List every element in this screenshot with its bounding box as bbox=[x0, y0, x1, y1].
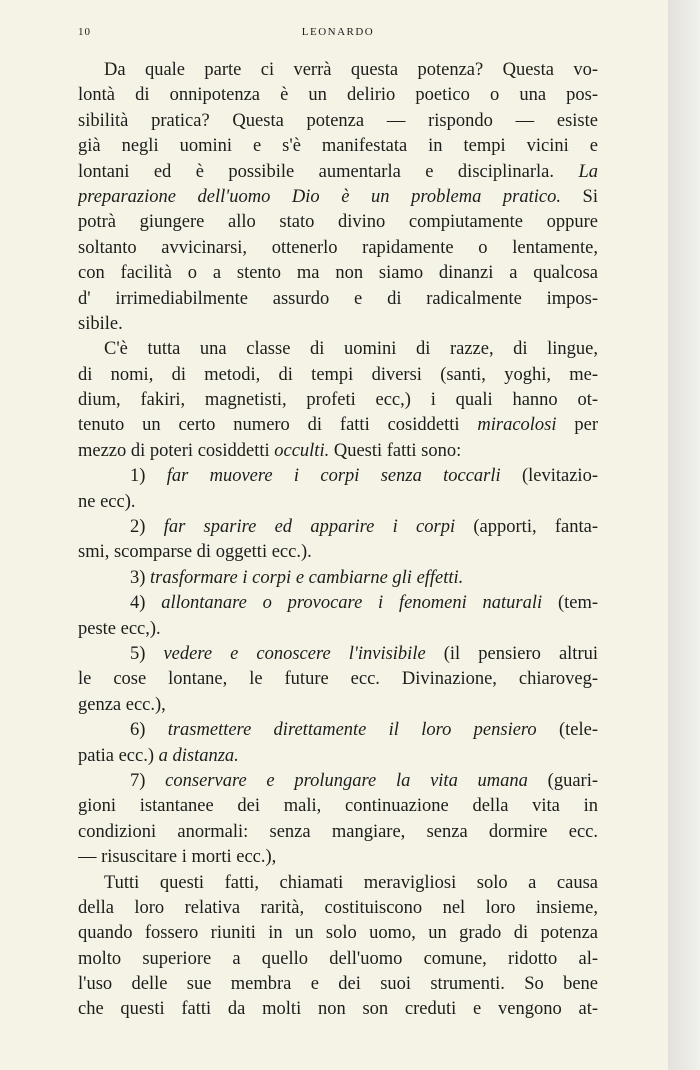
text-line bbox=[78, 667, 598, 692]
italic-text: trasformare i corpi e cambiarne gli effetti. bbox=[150, 567, 464, 588]
text-line bbox=[78, 490, 598, 515]
text-line bbox=[78, 871, 598, 896]
text-line bbox=[78, 312, 598, 337]
text-segment: (il pensiero altrui bbox=[425, 643, 598, 664]
text-segment: lontà di onnipotenza è un delirio poetico o una pos- bbox=[78, 85, 598, 106]
text-segment: mezzo di poteri cosiddetti bbox=[78, 440, 275, 461]
page-edge bbox=[668, 0, 700, 1070]
italic-text: conservare e prolungare la vita umana bbox=[165, 770, 528, 791]
text-line bbox=[78, 109, 598, 134]
text-line bbox=[78, 464, 598, 489]
text-line bbox=[78, 160, 598, 185]
text-segment: dium, fakiri, magnetisti, profeti ecc,) i quali hanno ot- bbox=[78, 390, 598, 411]
text-segment: ne ecc). bbox=[78, 491, 136, 512]
text-segment: (levitazio- bbox=[500, 466, 598, 487]
text-segment: 6) bbox=[130, 720, 168, 741]
text-segment: — risuscitare i morti ecc.), bbox=[78, 847, 277, 868]
text-line bbox=[78, 642, 598, 667]
text-line bbox=[78, 591, 598, 616]
text-segment: 7) bbox=[130, 770, 166, 791]
text-segment: peste ecc,). bbox=[78, 618, 161, 639]
italic-text: trasmettere direttamente il loro pensiero bbox=[167, 720, 537, 741]
text-segment: per bbox=[556, 415, 598, 436]
text-segment: (guari- bbox=[527, 770, 598, 791]
text-line bbox=[78, 439, 598, 464]
text-segment: 4) bbox=[130, 593, 162, 614]
text-line bbox=[78, 413, 598, 438]
italic-text: miracolosi bbox=[477, 415, 557, 436]
text-line bbox=[78, 896, 598, 921]
text-line bbox=[78, 337, 598, 362]
text-line bbox=[78, 261, 598, 286]
running-head bbox=[78, 26, 598, 44]
text-line bbox=[78, 718, 598, 743]
text-segment: della loro relativa rarità, costituiscono nel loro insieme, bbox=[78, 897, 598, 918]
text-line bbox=[78, 515, 598, 540]
italic-text: preparazione dell'uomo Dio è un problema pratico. bbox=[78, 186, 561, 207]
text-segment: quando fossero riuniti in un solo uomo, un grado di potenza bbox=[78, 923, 598, 944]
running-title: LEONARDO bbox=[301, 26, 375, 38]
text-line bbox=[78, 693, 598, 718]
text-segment: lontani ed è possibile aumentarla e disciplinarla. bbox=[78, 161, 579, 182]
text-segment: Tutti questi fatti, chiamati meravigliosi solo a causa bbox=[104, 872, 598, 893]
text-segment: con facilità o a stento ma non siamo dinanzi a qualcosa bbox=[78, 263, 598, 284]
text-segment: Si bbox=[560, 186, 598, 207]
italic-text: far sparire ed apparire i corpi bbox=[163, 517, 456, 538]
text-line bbox=[78, 617, 598, 642]
text-line bbox=[78, 236, 598, 261]
text-line bbox=[78, 769, 598, 794]
text-line bbox=[78, 83, 598, 108]
text-line bbox=[78, 58, 598, 83]
text-segment: sibilità pratica? Questa potenza — rispondo — esiste bbox=[78, 110, 598, 131]
text-line bbox=[78, 794, 598, 819]
text-segment: 3) bbox=[130, 567, 151, 588]
text-segment: molto superiore a quello dell'uomo comune, ridotto al- bbox=[78, 948, 598, 969]
italic-text: La bbox=[578, 161, 598, 182]
text-segment: Questi fatti sono: bbox=[329, 440, 462, 461]
text-line bbox=[78, 388, 598, 413]
text-line bbox=[78, 540, 598, 565]
text-segment: (apporti, fanta- bbox=[455, 517, 598, 538]
text-segment: genza ecc.), bbox=[78, 694, 166, 715]
text-segment: 5) bbox=[130, 643, 164, 664]
text-segment: (tele- bbox=[536, 720, 598, 741]
text-segment: 1) bbox=[130, 466, 167, 487]
text-line bbox=[78, 921, 598, 946]
italic-text: a distanza. bbox=[158, 745, 239, 766]
text-line bbox=[78, 566, 598, 591]
text-segment: già negli uomini e s'è manifestata in tempi vicini e bbox=[78, 136, 598, 157]
italic-text: vedere e conoscere l'invisibile bbox=[163, 643, 426, 664]
text-segment: Da quale parte ci verrà questa potenza? Questa vo- bbox=[104, 60, 598, 80]
text-segment: soltanto avvicinarsi, ottenerlo rapidamente o lentamente, bbox=[78, 237, 598, 258]
text-segment: l'uso delle sue membra e dei suoi strumenti. So bene bbox=[78, 974, 598, 995]
text-line bbox=[78, 363, 598, 388]
text-line bbox=[78, 997, 598, 1022]
text-segment: patia ecc.) bbox=[78, 745, 159, 766]
text-segment: di nomi, di metodi, di tempi diversi (santi, yoghi, me- bbox=[78, 364, 598, 385]
text-segment: smi, scomparse di oggetti ecc.). bbox=[78, 542, 312, 563]
text-segment: 2) bbox=[130, 517, 164, 538]
text-line bbox=[78, 972, 598, 997]
text-line bbox=[78, 820, 598, 845]
text-segment: che questi fatti da molti non son creduti e vengono at- bbox=[78, 999, 598, 1020]
text-segment: potrà giungere allo stato divino compiutamente oppure bbox=[78, 212, 598, 233]
text-line bbox=[78, 210, 598, 235]
text-line bbox=[78, 947, 598, 972]
text-segment: condizioni anormali: senza mangiare, senza dormire ecc. bbox=[78, 821, 598, 842]
text-line bbox=[78, 185, 598, 210]
italic-text: occulti. bbox=[274, 440, 330, 461]
text-segment: C'è tutta una classe di uomini di razze, di lingue, bbox=[104, 339, 598, 360]
text-line bbox=[78, 744, 598, 769]
text-segment: tenuto un certo numero di fatti cosiddetti bbox=[78, 415, 478, 436]
text-segment: gioni istantanee dei mali, continuazione della vita in bbox=[78, 796, 598, 817]
text-segment: (tem- bbox=[542, 593, 598, 614]
italic-text: allontanare o provocare i fenomeni naturali bbox=[161, 593, 543, 614]
text-line bbox=[78, 845, 598, 870]
body-text bbox=[78, 58, 598, 1023]
text-segment: d' irrimediabilmente assurdo e di radicalmente impos- bbox=[78, 288, 598, 309]
text-line bbox=[78, 134, 598, 159]
text-line bbox=[78, 287, 598, 312]
text-segment: le cose lontane, le future ecc. Divinazione, chiaroveg- bbox=[78, 669, 598, 690]
page-number: 10 bbox=[78, 26, 91, 38]
italic-text: far muovere i corpi senza toccarli bbox=[166, 466, 501, 487]
text-segment: sibile. bbox=[78, 313, 123, 334]
